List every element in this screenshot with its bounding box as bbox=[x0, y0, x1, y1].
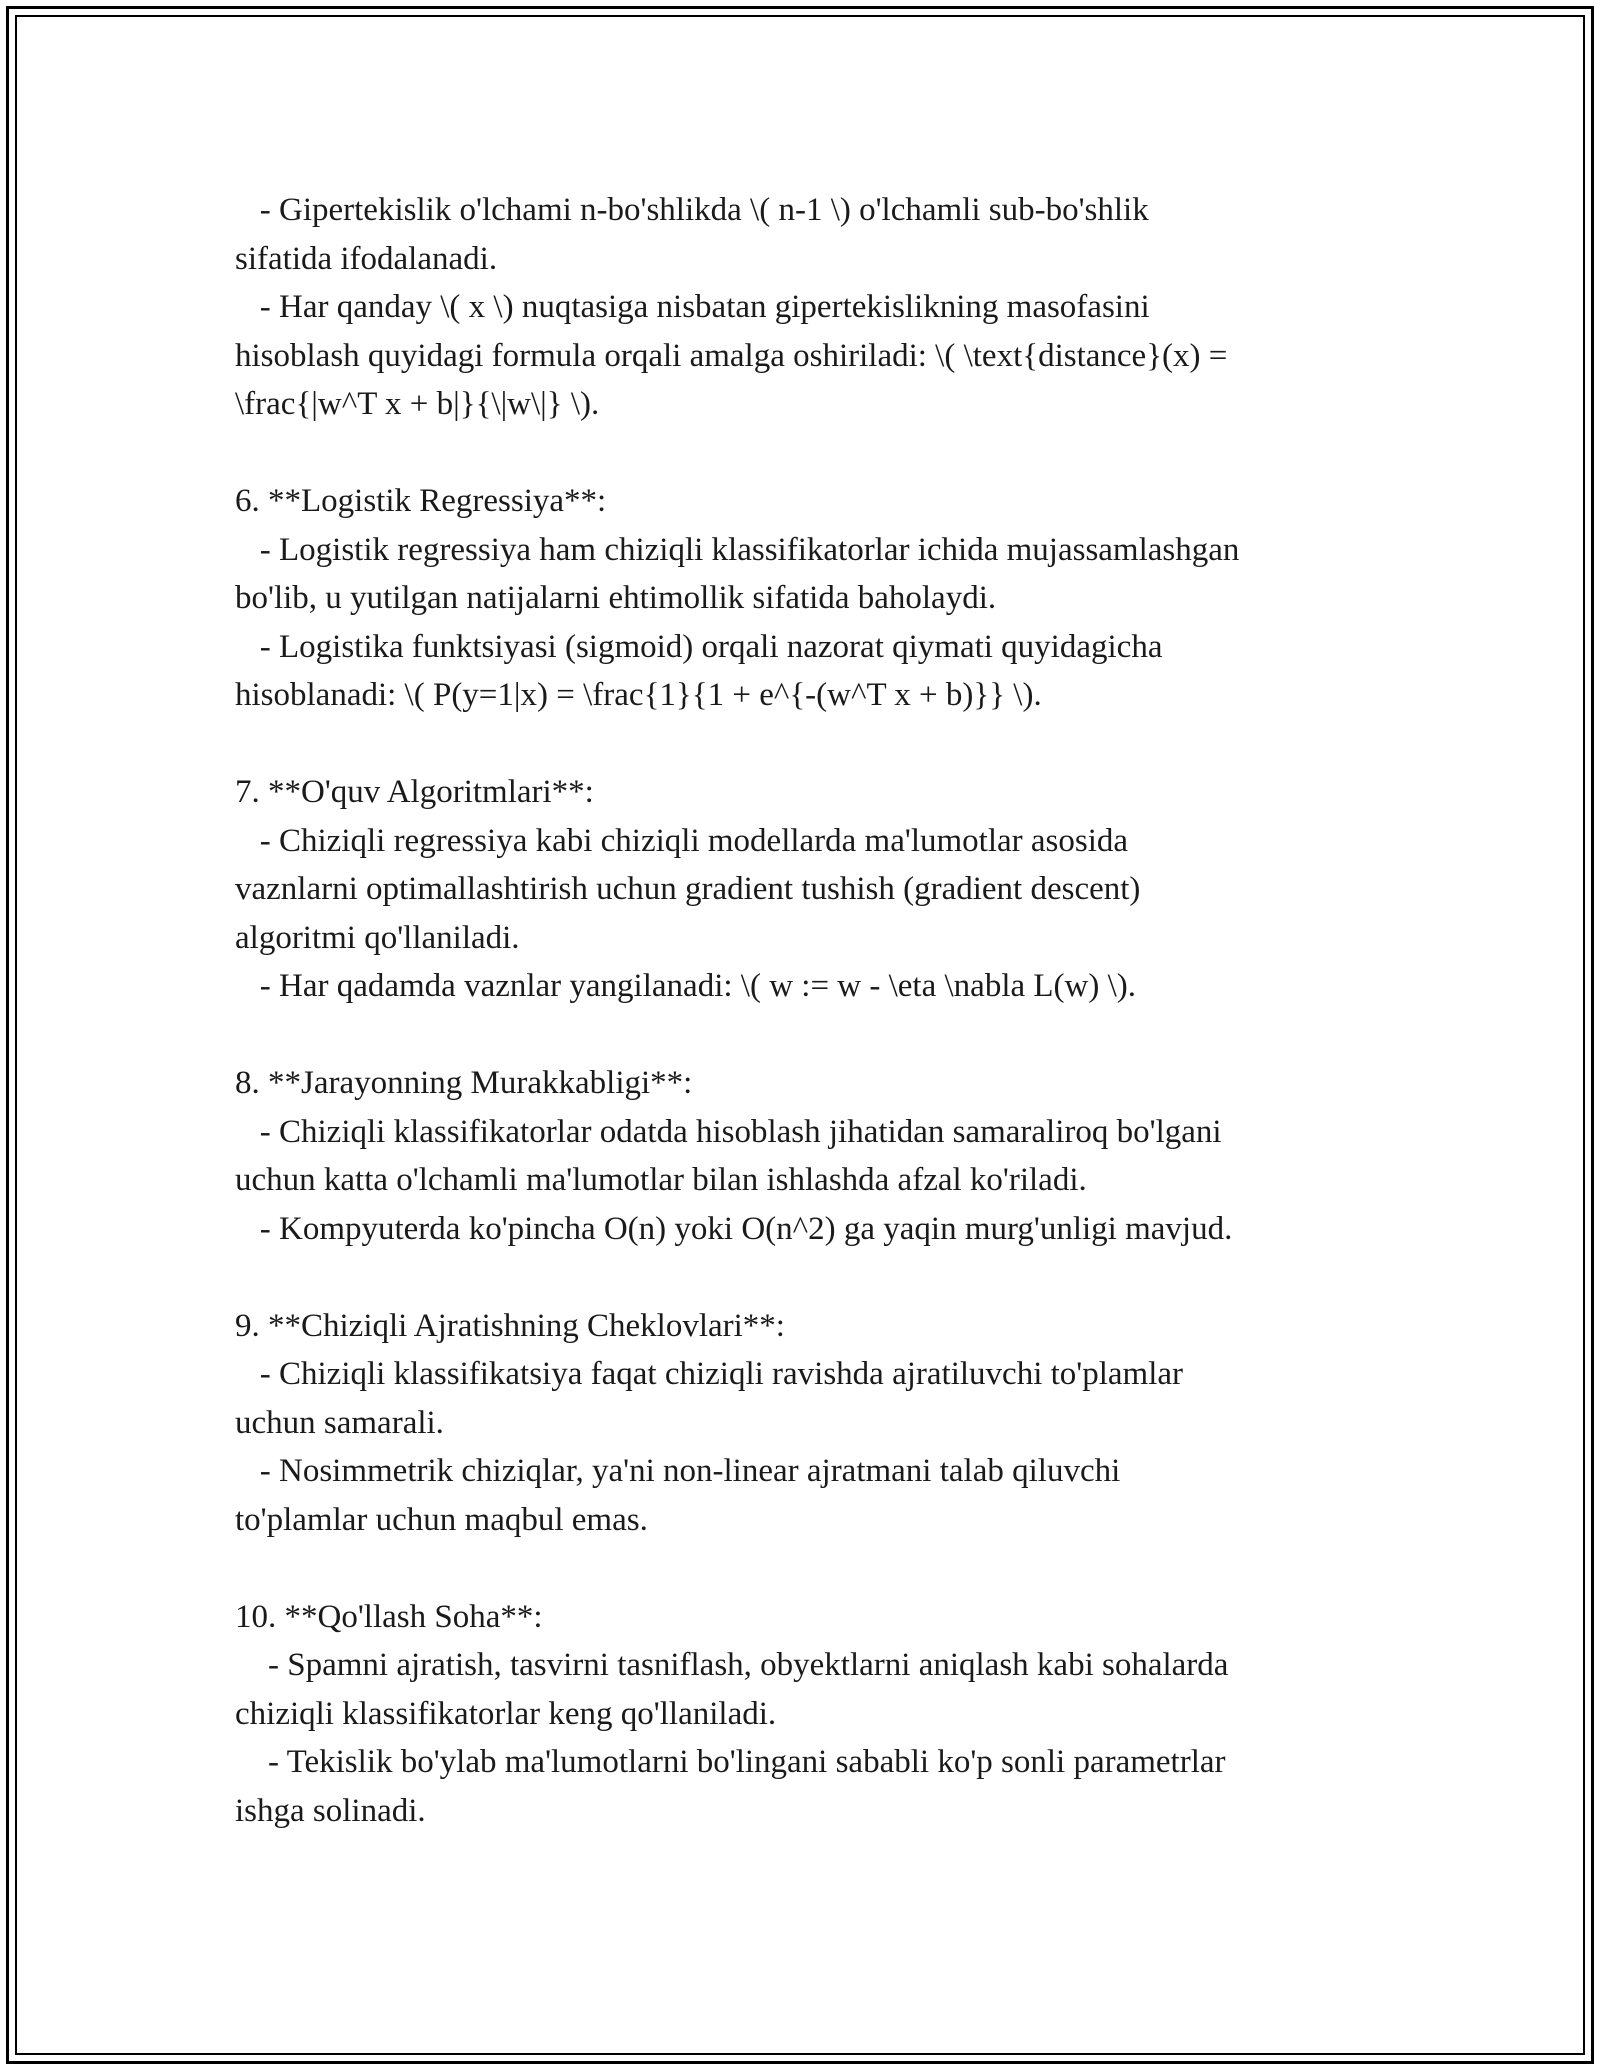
text-line: - Gipertekislik o'lchami n-bo'shlikda \( n-1 \) o'lchamli sub-bo'shlik bbox=[235, 192, 1149, 228]
text-line: - Kompyuterda ko'pincha O(n) yoki O(n^2) ga yaqin murg'unligi mavjud. bbox=[235, 1210, 1233, 1247]
text-line: sifatida ifodalanadi. bbox=[235, 240, 498, 277]
paragraph-gap bbox=[235, 720, 1365, 769]
text-line: algoritmi qo'llaniladi. bbox=[235, 919, 520, 956]
text-line: bo'lib, u yutilgan natijalarni ehtimollik sifatida baholaydi. bbox=[235, 580, 997, 616]
section-10 bbox=[235, 1593, 1365, 1836]
paragraph-gap bbox=[235, 1253, 1365, 1302]
text-line: - Har qadamda vaznlar yangilanadi: \( w := w - \eta \nabla L(w) \). bbox=[235, 968, 1137, 1004]
paragraph-gap bbox=[235, 1544, 1365, 1593]
text-line: to'plamlar uchun maqbul emas. bbox=[235, 1501, 648, 1538]
section-heading: 8. **Jarayonning Murakkabligi**: bbox=[235, 1065, 693, 1101]
text-line: - Nosimmetrik chiziqlar, ya'ni non-linear ajratmani talab qiluvchi bbox=[235, 1453, 1121, 1489]
text-line: vaznlarni optimallashtirish uchun gradient tushish (gradient descent) bbox=[235, 871, 1141, 907]
text-line: - Har qanday \( x \) nuqtasiga nisbatan gipertekislikning masofasini bbox=[235, 289, 1150, 325]
paragraph-gap bbox=[235, 429, 1365, 478]
block-hyperplane bbox=[235, 186, 1365, 429]
section-6 bbox=[235, 477, 1365, 720]
section-7 bbox=[235, 768, 1365, 1011]
section-heading: 6. **Logistik Regressiya**: bbox=[235, 483, 607, 519]
text-line: \frac{|w^T x + b|}{\|w\|} \). bbox=[235, 386, 600, 422]
text-line: - Chiziqli klassifikatorlar odatda hisoblash jihatidan samaraliroq bo'lgani bbox=[235, 1113, 1222, 1150]
document-body bbox=[235, 186, 1365, 1835]
section-heading: 10. **Qo'llash Soha**: bbox=[235, 1598, 543, 1635]
text-line: hisoblash quyidagi formula orqali amalga oshiriladi: \( \text{distance}(x) = bbox=[235, 337, 1228, 374]
text-line: - Logistika funktsiyasi (sigmoid) orqali nazorat qiymati quyidagicha bbox=[235, 628, 1163, 665]
section-9 bbox=[235, 1302, 1365, 1545]
section-heading: 9. **Chiziqli Ajratishning Cheklovlari**: bbox=[235, 1307, 785, 1344]
text-line: - Tekislik bo'ylab ma'lumotlarni bo'lingani sababli ko'p sonli parametrlar bbox=[235, 1744, 1226, 1780]
section-heading: 7. **O'quv Algoritmlari**: bbox=[235, 774, 594, 810]
section-8 bbox=[235, 1059, 1365, 1253]
text-line: uchun katta o'lchamli ma'lumotlar bilan ishlashda afzal ko'riladi. bbox=[235, 1162, 1087, 1198]
text-line: - Chiziqli klassifikatsiya faqat chiziqli ravishda ajratiluvchi to'plamlar bbox=[235, 1356, 1184, 1392]
text-line: - Logistik regressiya ham chiziqli klassifikatorlar ichida mujassamlashgan bbox=[235, 531, 1240, 568]
text-line: - Chiziqli regressiya kabi chiziqli modellarda ma'lumotlar asosida bbox=[235, 822, 1129, 859]
text-line: ishga solinadi. bbox=[235, 1792, 426, 1829]
paragraph-gap bbox=[235, 1011, 1365, 1060]
text-line: chiziqli klassifikatorlar keng qo'llaniladi. bbox=[235, 1695, 777, 1732]
text-line: uchun samarali. bbox=[235, 1404, 444, 1441]
text-line: - Spamni ajratish, tasvirni tasniflash, obyektlarni aniqlash kabi sohalarda bbox=[235, 1647, 1229, 1683]
text-line: hisoblanadi: \( P(y=1|x) = \frac{1}{1 + e^{-(w^T x + b)}} \). bbox=[235, 677, 1042, 713]
